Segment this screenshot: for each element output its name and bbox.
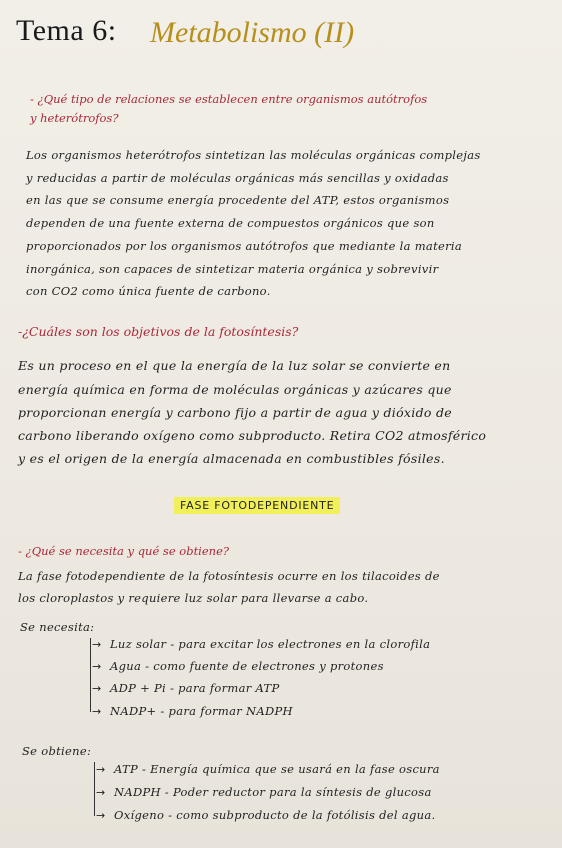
needs-label: Se necesita:	[20, 620, 95, 634]
answer-1-line: inorgánica, son capaces de sintetizar materia orgánica y sobrevivir	[26, 262, 439, 276]
arrow-icon: →	[92, 638, 102, 651]
question-1-line-2: y heterótrofos?	[30, 111, 119, 125]
answer-1-line: Los organismos heterótrofos sintetizan las moléculas orgánicas complejas	[26, 148, 481, 162]
answer-2-line: energía química en forma de moléculas orgánicas y azúcares que	[18, 382, 452, 397]
highlighted-section-title: FASE FOTODEPENDIENTE	[174, 497, 340, 514]
answer-2-line: y es el origen de la energía almacenada en combustibles fósiles.	[18, 451, 445, 466]
answer-3-line: La fase fotodependiente de la fotosíntesis ocurre en los tilacoides de	[18, 569, 440, 583]
needs-item: ADP + Pi - para formar ATP	[110, 681, 280, 695]
arrow-icon: →	[92, 682, 102, 695]
answer-1-line: en las que se consume energía procedente del ATP, estos organismos	[26, 193, 450, 207]
answer-3-line: los cloroplastos y requiere luz solar para llevarse a cabo.	[18, 591, 369, 605]
answer-1-line: dependen de una fuente externa de compuestos orgánicos que son	[26, 216, 435, 230]
arrow-icon: →	[96, 786, 106, 799]
gets-item: NADPH - Poder reductor para la síntesis de glucosa	[114, 785, 432, 799]
answer-2-line: Es un proceso en el que la energía de la luz solar se convierte en	[18, 358, 451, 373]
gets-label: Se obtiene:	[22, 744, 92, 758]
answer-2-line: proporcionan energía y carbono fijo a partir de agua y dióxido de	[18, 405, 452, 420]
answer-2-line: carbono liberando oxígeno como subproducto. Retira CO2 atmosférico	[18, 428, 487, 443]
arrow-icon: →	[96, 763, 106, 776]
needs-bracket-line	[90, 638, 91, 712]
arrow-icon: →	[96, 809, 106, 822]
needs-item: NADP+ - para formar NADPH	[110, 704, 293, 718]
title-topic-number: Tema 6:	[16, 14, 117, 47]
question-1-line-1: - ¿Qué tipo de relaciones se establecen entre organismos autótrofos	[30, 92, 428, 106]
needs-item: Luz solar - para excitar los electrones en la clorofila	[110, 637, 431, 651]
answer-1-line: con CO2 como única fuente de carbono.	[26, 284, 271, 298]
gets-item: Oxígeno - como subproducto de la fotólisis del agua.	[114, 808, 436, 822]
gets-bracket-line	[94, 762, 95, 816]
needs-item: Agua - como fuente de electrones y protones	[110, 659, 384, 673]
arrow-icon: →	[92, 705, 102, 718]
question-2: -¿Cuáles son los objetivos de la fotosíntesis?	[18, 324, 299, 339]
answer-1-line: proporcionados por los organismos autótrofos que mediante la materia	[26, 239, 463, 253]
arrow-icon: →	[92, 660, 102, 673]
answer-1-line: y reducidas a partir de moléculas orgánicas más sencillas y oxidadas	[26, 171, 449, 185]
question-3: - ¿Qué se necesita y qué se obtiene?	[18, 544, 230, 558]
page-title	[16, 14, 117, 48]
title-topic-name: Metabolismo (II)	[150, 16, 355, 49]
section-heading	[174, 494, 340, 513]
gets-item: ATP - Energía química que se usará en la fase oscura	[114, 762, 440, 776]
